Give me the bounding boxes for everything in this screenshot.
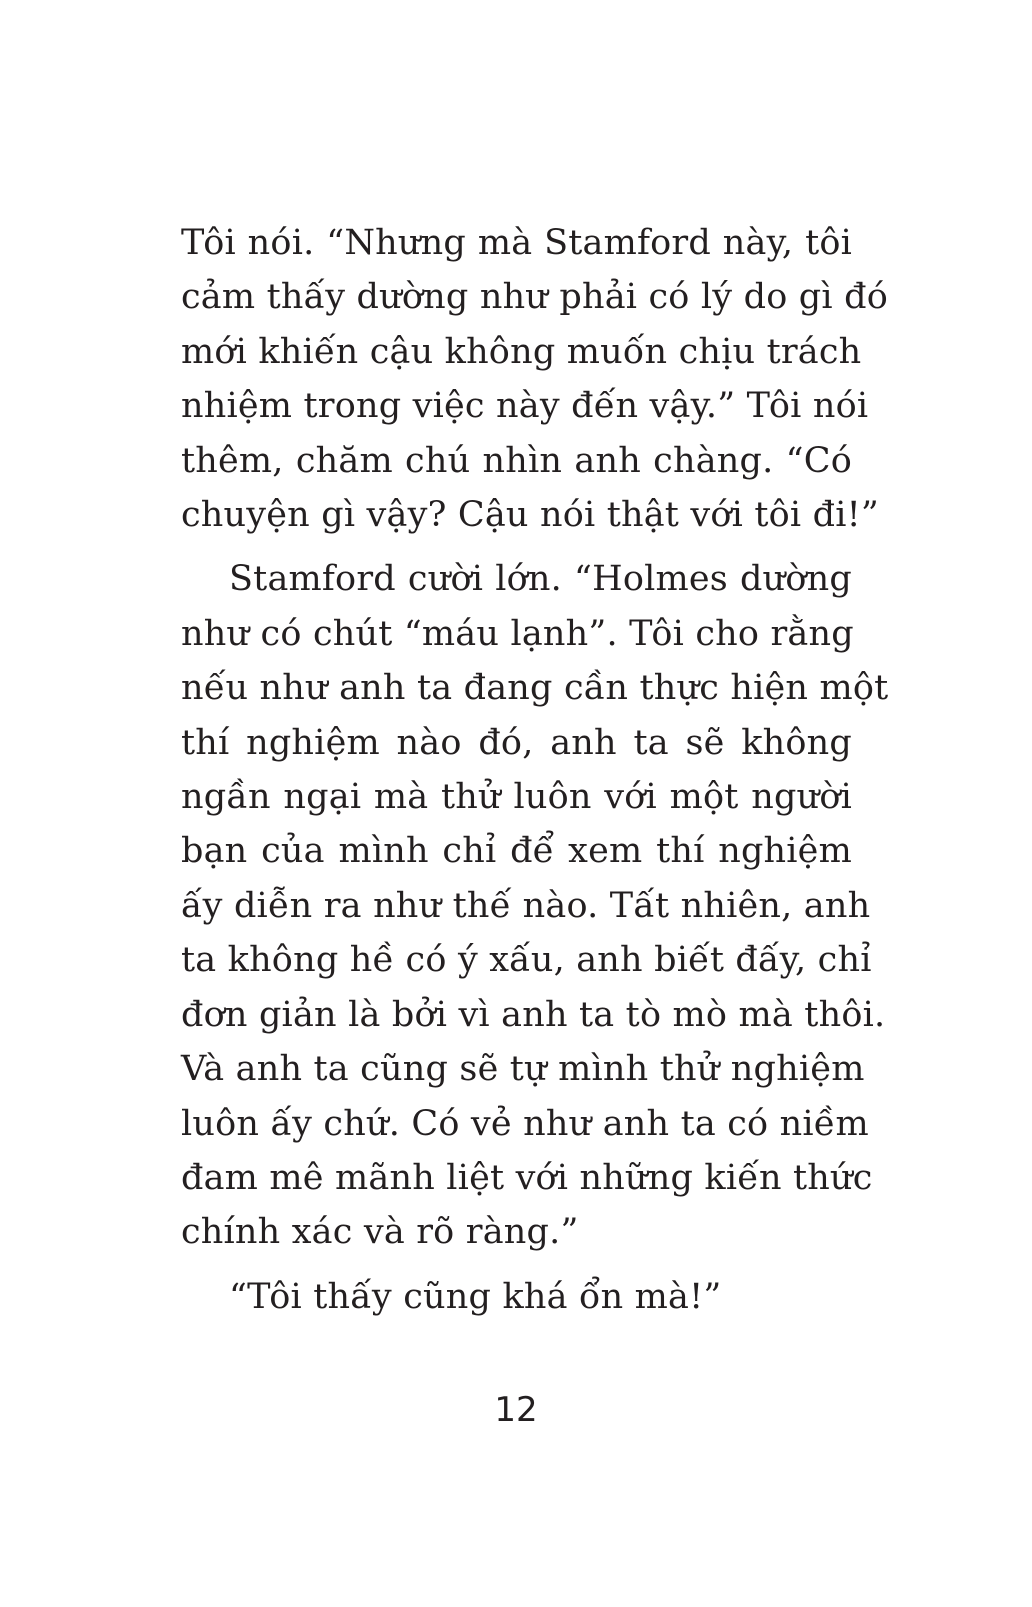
text-line: thêm, chăm chú nhìn anh chàng. “Có [181,440,852,481]
paragraph-gap [181,542,852,552]
text-line: Tôi nói. “Nhưng mà Stamford này, tôi [181,223,852,263]
text-line: Và anh ta cũng sẽ tự mình thử nghiệm [181,1049,865,1090]
text-line: luôn ấy chứ. Có vẻ như anh ta có niềm [181,1103,869,1144]
paragraph-3 [181,1270,852,1324]
text-line: Stamford cười lớn. “Holmes dường [229,559,852,600]
text-line: thí nghiệm nào đó, anh ta sẽ không [181,722,852,763]
text-line: cảm thấy dường như phải có lý do gì đó [181,277,889,318]
paragraph-2 [181,552,889,1259]
text-line: ta không hề có ý xấu, anh biết đấy, chỉ [181,940,872,981]
text-line: đam mê mãnh liệt với những kiến thức [181,1157,873,1198]
text-line: chuyện gì vậy? Cậu nói thật với tôi đi!” [181,495,879,536]
body-text [181,216,889,1324]
text-line: đơn giản là bởi vì anh ta tò mò mà thôi. [181,994,886,1035]
paragraph-gap [181,1260,852,1270]
text-line: chính xác và rõ ràng.” [181,1212,579,1253]
page-number: 12 [494,1390,538,1430]
text-line: bạn của mình chỉ để xem thí nghiệm [181,831,852,872]
text-line: nhiệm trong việc này đến vậy.” Tôi nói [181,386,869,427]
text-line: ngần ngại mà thử luôn với một người [181,777,852,818]
text-line: ấy diễn ra như thế nào. Tất nhiên, anh [181,885,871,926]
text-line: mới khiến cậu không muốn chịu trách [181,331,862,372]
text-line: như có chút “máu lạnh”. Tôi cho rằng [181,613,854,654]
text-line: “Tôi thấy cũng khá ổn mà!” [229,1276,722,1317]
paragraph-1 [181,216,889,542]
text-line: nếu như anh ta đang cần thực hiện một [181,668,889,709]
